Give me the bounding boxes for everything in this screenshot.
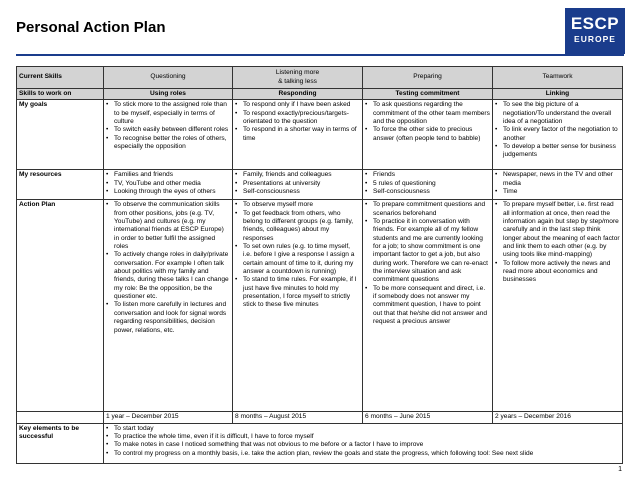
key-elements-cell	[104, 423, 623, 463]
title-divider	[16, 54, 624, 56]
key-elements-label: Key elements to be successful	[17, 423, 104, 463]
goals-row	[17, 100, 623, 170]
resources-cell	[363, 170, 493, 200]
resources-row	[17, 170, 623, 200]
timeframe-cell: 2 years – December 2016	[493, 412, 623, 423]
logo-line-2: EUROPE	[574, 34, 616, 44]
list-item: • To recognise better the roles of others, especially the opposition	[106, 135, 230, 152]
goals-cell	[104, 100, 233, 170]
escp-europe-logo	[565, 8, 625, 54]
list-item: • To follow more actively the news and read more about economics and businesses	[495, 260, 620, 285]
list-item: • To get feedback from others, who belong to different groups (e.g. family, friends, colleagues) about my responses	[235, 210, 360, 243]
logo-line-1: ESCP	[570, 14, 620, 33]
plan-cell	[363, 200, 493, 412]
goals-cell	[493, 100, 623, 170]
plan-cell	[493, 200, 623, 412]
skill-cell: Teamwork	[493, 67, 623, 89]
skills-header: Current Skills	[17, 67, 104, 89]
timeframe-cell: 8 months – August 2015	[233, 412, 363, 423]
list-item: • To ask questions regarding the commitment of the other team members and the opposition	[365, 101, 490, 126]
goals-label: My goals	[17, 100, 104, 170]
list-item: • Self-consciousness	[235, 188, 360, 196]
action-plan-row	[17, 200, 623, 412]
list-item: • To actively change roles in daily/private conversation. For example I often talk about politics with my family and friends, during these talks I can change my role: Be the opposition, be the questioner etc.	[106, 251, 230, 301]
list-item: • Time	[495, 188, 620, 196]
list-item: • To stand to time rules. For example, if I just have five minutes to hold my presentation, I force myself to strictly stick to these five minutes	[235, 276, 360, 309]
list-item: • Newspaper, news in the TV and other media	[495, 171, 620, 188]
work-on-cell: Linking	[493, 89, 623, 100]
skill-cell: Questioning	[104, 67, 233, 89]
skill-cell: Listening more & talking less	[233, 67, 363, 89]
work-on-row	[17, 89, 623, 100]
list-item: • Friends	[365, 171, 490, 179]
list-item: • To stick more to the assigned role than to be myself, especially in terms of culture	[106, 101, 230, 126]
resources-cell	[104, 170, 233, 200]
list-item: • To set own rules (e.g. to time myself, i.e. before I give a response I assign a certain amount of time to it, during my answer a countdown is running)	[235, 243, 360, 276]
goals-cell	[233, 100, 363, 170]
list-item: • To start today	[106, 425, 620, 433]
list-item: • To listen more carefully in lectures and conversation and look for signal words regarding responsibilities, decision power, relations, etc.	[106, 301, 230, 334]
page-number: 1	[618, 466, 622, 473]
timeframe-cell: 1 year – December 2015	[104, 412, 233, 423]
list-item: • To observe the communication skills from other positions, jobs (e.g. TV, YouTube) and cultures (e.g. my international friends at ESCP Europe) in order to better fulfil the assigned roles	[106, 201, 230, 251]
list-item: • To see the big picture of a negotiation/To understand the overall idea of a negotiation	[495, 101, 620, 126]
list-item: • To observe myself more	[235, 201, 360, 209]
work-on-cell: Using roles	[104, 89, 233, 100]
list-item: • To practice the whole time, even if it is difficult, I have to force myself	[106, 433, 620, 441]
plan-cell	[233, 200, 363, 412]
list-item: • To develop a better sense for business judgements	[495, 143, 620, 160]
timeframe-empty	[17, 412, 104, 423]
list-item: • To make notes in case I noticed something that was not obvious to me before or a factor I have to improve	[106, 441, 620, 449]
list-item: • To respond exactly/precious/targets-orientated to the question	[235, 110, 360, 127]
plan-cell	[104, 200, 233, 412]
resources-cell	[493, 170, 623, 200]
goals-cell	[363, 100, 493, 170]
list-item: • To prepare commitment questions and scenarios beforehand	[365, 201, 490, 218]
list-item: • Presentations at university	[235, 180, 360, 188]
key-elements-row	[17, 423, 623, 463]
list-item: • TV, YouTube and other media	[106, 180, 230, 188]
list-item: • Family, friends and colleagues	[235, 171, 360, 179]
timeframe-cell: 6 months – June 2015	[363, 412, 493, 423]
work-on-cell: Testing commitment	[363, 89, 493, 100]
list-item: • Looking through the eyes of others	[106, 188, 230, 196]
list-item: • To practice it in conversation with friends. For example all of my fellow students and me are currently looking for a job; to show commitment is one important factor to get a job, but also during work. Therefore we can re-enact the interview situation and ask commitment questions	[365, 218, 490, 285]
list-item: • To switch easily between different roles	[106, 126, 230, 134]
list-item: • To link every factor of the negotiation to another	[495, 126, 620, 143]
list-item: • To respond only if I have been asked	[235, 101, 360, 109]
page-title: Personal Action Plan	[16, 19, 166, 36]
list-item: • Self-consciousness	[365, 188, 490, 196]
skills-row	[17, 67, 623, 89]
list-item: • To prepare myself better, i.e. first read all information at once, then read the information again but step by step/more carefully and in the last step think longer about the meaning of each factor and link them to each other (e.g. by using tools like mind-mapping)	[495, 201, 620, 259]
list-item: • To respond in a shorter way in terms of time	[235, 126, 360, 143]
resources-label: My resources	[17, 170, 104, 200]
work-on-cell: Responding	[233, 89, 363, 100]
list-item: • Families and friends	[106, 171, 230, 179]
work-on-header: Skills to work on	[17, 89, 104, 100]
list-item: • To be more consequent and direct, i.e. if somebody does not answer my commitment question, I have to point out that that he/she did not answer and request a precious answer	[365, 285, 490, 327]
list-item: • 5 rules of questioning	[365, 180, 490, 188]
resources-cell	[233, 170, 363, 200]
plan-label: Action Plan	[17, 200, 104, 412]
action-plan-table	[16, 66, 623, 464]
skill-cell: Preparing	[363, 67, 493, 89]
timeframe-row	[17, 412, 623, 423]
list-item: • To control my progress on a monthly basis, i.e. take the action plan, review the goals and state the progress, which following tool: See next slide	[106, 450, 620, 458]
list-item: • To force the other side to precious answer (often people tend to babble)	[365, 126, 490, 143]
